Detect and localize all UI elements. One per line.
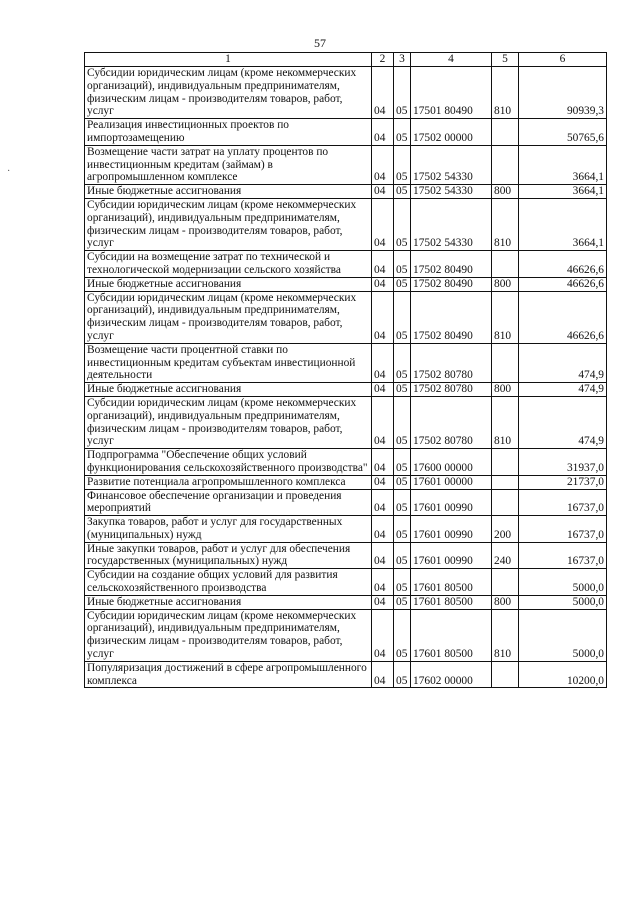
row-expense-type: 810 <box>492 291 519 343</box>
row-target-code: 17601 00990 <box>411 489 492 516</box>
row-name: Иные бюджетные ассигнования <box>85 277 372 291</box>
row-amount: 474,9 <box>519 343 607 382</box>
row-name: Развитие потенциала агропромышленного комплекса <box>85 475 372 489</box>
row-name: Иные бюджетные ассигнования <box>85 185 372 199</box>
row-expense-type <box>492 119 519 146</box>
budget-table <box>84 52 607 688</box>
row-target-code: 17601 00000 <box>411 475 492 489</box>
row-section: 04 <box>372 475 394 489</box>
row-target-code: 17601 00990 <box>411 516 492 543</box>
table-row <box>85 291 607 343</box>
table-row <box>85 489 607 516</box>
row-name: Субсидии на возмещение затрат по технической и технологической модернизации сельского хозяйства <box>85 251 372 278</box>
row-section: 04 <box>372 661 394 688</box>
row-name: Возмещение части затрат на уплату процентов по инвестиционным кредитам (займам) в агропромышленном комплексе <box>85 145 372 184</box>
row-subsection: 05 <box>394 185 411 199</box>
row-name: Субсидии юридическим лицам (кроме некоммерческих организаций), индивидуальным предпринимателям, физическим лицам - производителям товаров, работ, услуг <box>85 198 372 250</box>
row-subsection: 05 <box>394 251 411 278</box>
table-row <box>85 277 607 291</box>
row-target-code: 17502 80780 <box>411 396 492 448</box>
row-target-code: 17502 00000 <box>411 119 492 146</box>
row-amount: 5000,0 <box>519 569 607 596</box>
column-header: 5 <box>492 53 519 67</box>
row-section: 04 <box>372 198 394 250</box>
column-header: 3 <box>394 53 411 67</box>
row-expense-type <box>492 569 519 596</box>
row-target-code: 17502 54330 <box>411 198 492 250</box>
table-row <box>85 609 607 661</box>
column-header: 6 <box>519 53 607 67</box>
table-row <box>85 119 607 146</box>
row-target-code: 17502 80490 <box>411 251 492 278</box>
row-name: Закупка товаров, работ и услуг для государственных (муниципальных) нужд <box>85 516 372 543</box>
row-section: 04 <box>372 396 394 448</box>
row-subsection: 05 <box>394 489 411 516</box>
row-subsection: 05 <box>394 661 411 688</box>
page-number: 57 <box>314 36 326 50</box>
row-name: Иные бюджетные ассигнования <box>85 383 372 397</box>
row-amount: 16737,0 <box>519 542 607 569</box>
row-expense-type: 800 <box>492 595 519 609</box>
row-expense-type: 800 <box>492 277 519 291</box>
margin-mark: · <box>7 166 11 177</box>
table-row <box>85 198 607 250</box>
row-section: 04 <box>372 185 394 199</box>
table-row <box>85 661 607 688</box>
column-header: 4 <box>411 53 492 67</box>
row-subsection: 05 <box>394 475 411 489</box>
row-name: Субсидии юридическим лицам (кроме некоммерческих организаций), индивидуальным предпринимателям, физическим лицам - производителям товаров, работ, услуг <box>85 609 372 661</box>
row-name: Подпрограмма "Обеспечение общих условий функционирования сельскохозяйственного производства" <box>85 449 372 476</box>
row-subsection: 05 <box>394 343 411 382</box>
row-name: Популяризация достижений в сфере агропромышленного комплекса <box>85 661 372 688</box>
row-target-code: 17601 00990 <box>411 542 492 569</box>
row-section: 04 <box>372 569 394 596</box>
table-row <box>85 516 607 543</box>
row-target-code: 17601 80500 <box>411 609 492 661</box>
row-expense-type <box>492 145 519 184</box>
column-header: 2 <box>372 53 394 67</box>
row-target-code: 17602 00000 <box>411 661 492 688</box>
row-section: 04 <box>372 489 394 516</box>
row-subsection: 05 <box>394 383 411 397</box>
row-expense-type <box>492 475 519 489</box>
row-amount: 3664,1 <box>519 145 607 184</box>
table-row <box>85 595 607 609</box>
table-row <box>85 396 607 448</box>
row-section: 04 <box>372 67 394 119</box>
table-row <box>85 145 607 184</box>
row-expense-type <box>492 343 519 382</box>
row-section: 04 <box>372 277 394 291</box>
row-target-code: 17502 80490 <box>411 291 492 343</box>
row-amount: 16737,0 <box>519 516 607 543</box>
row-subsection: 05 <box>394 291 411 343</box>
row-section: 04 <box>372 516 394 543</box>
row-amount: 46626,6 <box>519 251 607 278</box>
row-section: 04 <box>372 383 394 397</box>
row-amount: 50765,6 <box>519 119 607 146</box>
row-expense-type: 800 <box>492 185 519 199</box>
row-amount: 5000,0 <box>519 609 607 661</box>
row-amount: 3664,1 <box>519 185 607 199</box>
row-expense-type <box>492 251 519 278</box>
row-section: 04 <box>372 145 394 184</box>
row-section: 04 <box>372 119 394 146</box>
column-header: 1 <box>85 53 372 67</box>
row-expense-type <box>492 449 519 476</box>
row-name: Реализация инвестиционных проектов по импортозамещению <box>85 119 372 146</box>
table-row <box>85 569 607 596</box>
row-subsection: 05 <box>394 119 411 146</box>
row-subsection: 05 <box>394 609 411 661</box>
table-row <box>85 542 607 569</box>
table-row <box>85 343 607 382</box>
row-target-code: 17600 00000 <box>411 449 492 476</box>
row-name: Субсидии на создание общих условий для развития сельскохозяйственного производства <box>85 569 372 596</box>
row-subsection: 05 <box>394 198 411 250</box>
row-amount: 5000,0 <box>519 595 607 609</box>
row-amount: 16737,0 <box>519 489 607 516</box>
table-row <box>85 185 607 199</box>
row-amount: 31937,0 <box>519 449 607 476</box>
row-section: 04 <box>372 291 394 343</box>
row-subsection: 05 <box>394 67 411 119</box>
row-name: Финансовое обеспечение организации и проведения мероприятий <box>85 489 372 516</box>
row-expense-type: 240 <box>492 542 519 569</box>
row-subsection: 05 <box>394 516 411 543</box>
row-expense-type: 810 <box>492 396 519 448</box>
row-subsection: 05 <box>394 277 411 291</box>
row-name: Субсидии юридическим лицам (кроме некоммерческих организаций), индивидуальным предпринимателям, физическим лицам - производителям товаров, работ, услуг <box>85 291 372 343</box>
row-expense-type: 810 <box>492 67 519 119</box>
row-subsection: 05 <box>394 569 411 596</box>
row-name: Субсидии юридическим лицам (кроме некоммерческих организаций), индивидуальным предпринимателям, физическим лицам - производителям товаров, работ, услуг <box>85 67 372 119</box>
row-amount: 90939,3 <box>519 67 607 119</box>
row-section: 04 <box>372 251 394 278</box>
row-section: 04 <box>372 449 394 476</box>
row-subsection: 05 <box>394 449 411 476</box>
table-row <box>85 251 607 278</box>
row-name: Субсидии юридическим лицам (кроме некоммерческих организаций), индивидуальным предпринимателям, физическим лицам - производителям товаров, работ, услуг <box>85 396 372 448</box>
row-subsection: 05 <box>394 595 411 609</box>
row-subsection: 05 <box>394 396 411 448</box>
row-expense-type <box>492 489 519 516</box>
row-expense-type: 810 <box>492 609 519 661</box>
table-row <box>85 449 607 476</box>
row-subsection: 05 <box>394 145 411 184</box>
row-target-code: 17502 80780 <box>411 383 492 397</box>
row-amount: 10200,0 <box>519 661 607 688</box>
table-row <box>85 475 607 489</box>
row-expense-type: 810 <box>492 198 519 250</box>
row-target-code: 17502 80490 <box>411 277 492 291</box>
table-row <box>85 67 607 119</box>
row-name: Иные бюджетные ассигнования <box>85 595 372 609</box>
row-section: 04 <box>372 609 394 661</box>
row-section: 04 <box>372 542 394 569</box>
row-section: 04 <box>372 343 394 382</box>
row-target-code: 17601 80500 <box>411 569 492 596</box>
row-amount: 21737,0 <box>519 475 607 489</box>
row-target-code: 17601 80500 <box>411 595 492 609</box>
row-target-code: 17502 80780 <box>411 343 492 382</box>
row-name: Иные закупки товаров, работ и услуг для обеспечения государственных (муниципальных) нужд <box>85 542 372 569</box>
row-amount: 46626,6 <box>519 277 607 291</box>
row-subsection: 05 <box>394 542 411 569</box>
row-name: Возмещение части процентной ставки по инвестиционным кредитам субъектам инвестиционной деятельности <box>85 343 372 382</box>
row-amount: 46626,6 <box>519 291 607 343</box>
row-target-code: 17501 80490 <box>411 67 492 119</box>
row-expense-type: 200 <box>492 516 519 543</box>
row-target-code: 17502 54330 <box>411 145 492 184</box>
row-target-code: 17502 54330 <box>411 185 492 199</box>
row-expense-type <box>492 661 519 688</box>
row-amount: 474,9 <box>519 396 607 448</box>
header-row <box>85 53 607 67</box>
row-section: 04 <box>372 595 394 609</box>
row-amount: 474,9 <box>519 383 607 397</box>
row-amount: 3664,1 <box>519 198 607 250</box>
row-expense-type: 800 <box>492 383 519 397</box>
table-row <box>85 383 607 397</box>
